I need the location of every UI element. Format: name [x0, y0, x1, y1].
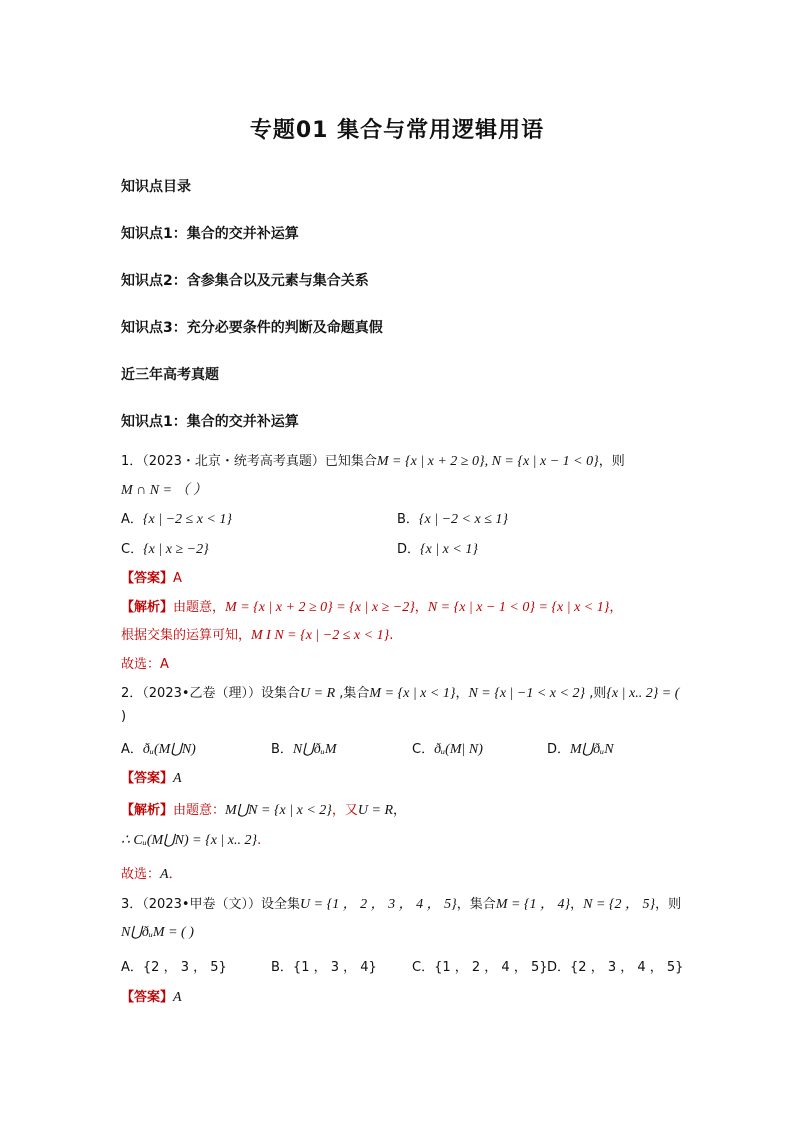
q1-answer: 【答案】A	[121, 571, 182, 586]
toc-item-1[interactable]: 知识点1：集合的交并补运算	[121, 226, 299, 242]
section-heading-1: 知识点1：集合的交并补运算	[121, 414, 299, 430]
q1-option-c[interactable]: C．{x | x ≥ −2}	[121, 542, 209, 557]
q2-option-c[interactable]: C．ðᵤ(M| N)	[412, 742, 483, 757]
q1-choose: 故选：A	[121, 657, 169, 672]
exam-heading: 近三年高考真题	[121, 367, 219, 383]
q1-option-d[interactable]: D．{x | x < 1}	[397, 542, 478, 557]
q1-analysis: 【解析】由题意，M = {x | x + 2 ≥ 0} = {x | x ≥ −2}，N = {x | x − 1 < 0} = {x | x < 1}，	[121, 600, 623, 615]
q2-option-a[interactable]: A．ðᵤ(M⋃N)	[121, 742, 196, 757]
q2-option-b[interactable]: B．N⋃ðᵤM	[271, 742, 337, 757]
q3-answer: 【答案】A	[121, 990, 182, 1005]
q3-stem: 3．（2023•甲卷（文））设全集U = {1 ， 2 ， 3 ， 4 ， 5}，集合M = {1 ， 4}，N = {2 ， 5}，则	[121, 897, 682, 912]
q1-set-def: M = {x | x + 2 ≥ 0}, N = {x | x − 1 < 0}	[376, 454, 599, 469]
q3-option-d[interactable]: D．{2 ， 3 ， 4 ， 5}	[547, 960, 684, 975]
page-title: 专题01 集合与常用逻辑用语	[249, 118, 545, 143]
q1-question: M ∩ N = （ ）	[121, 483, 208, 498]
toc-item-2[interactable]: 知识点2：含参集合以及元素与集合关系	[121, 273, 369, 289]
q2-analysis: 【解析】由题意：M⋃N = {x | x < 2}，又U = R，	[121, 803, 407, 818]
q2-close-paren: )	[121, 709, 127, 724]
toc-item-3[interactable]: 知识点3：充分必要条件的判断及命题真假	[121, 320, 383, 336]
q3-option-b[interactable]: B．{1 ， 3 ， 4}	[271, 960, 377, 975]
q1-option-b[interactable]: B．{x | −2 < x ≤ 1}	[397, 512, 508, 527]
toc-heading: 知识点目录	[121, 179, 191, 195]
q2-option-d[interactable]: D．M⋃ðᵤN	[547, 742, 614, 757]
q1-option-a[interactable]: A．{x | −2 ≤ x < 1}	[121, 512, 232, 527]
q3-option-c[interactable]: C．{1 ， 2 ， 4 ， 5}	[412, 960, 548, 975]
q2-therefore: ∴ Cᵤ(M⋃N) = {x | x.. 2}.	[121, 833, 262, 848]
q2-stem: 2．（2023•乙卷（理））设集合U = R ,集合M = {x | x < 1}，N = {x | −1 < x < 2} ,则{x | x.. 2} = (	[121, 686, 680, 701]
q2-choose: 故选：A．	[121, 867, 182, 882]
q1-analysis-2: 根据交集的运算可知，M I N = {x | −2 ≤ x < 1}.	[121, 628, 394, 643]
q1-stem: 1．（2023・北京・统考高考真题）已知集合M = {x | x + 2 ≥ 0}, N = {x | x − 1 < 0}，则	[121, 454, 625, 469]
q3-option-a[interactable]: A．{2 ， 3 ， 5}	[121, 960, 227, 975]
q3-question: N⋃ðᵤM = ( )	[121, 925, 194, 940]
q2-answer: 【答案】A	[121, 771, 182, 786]
